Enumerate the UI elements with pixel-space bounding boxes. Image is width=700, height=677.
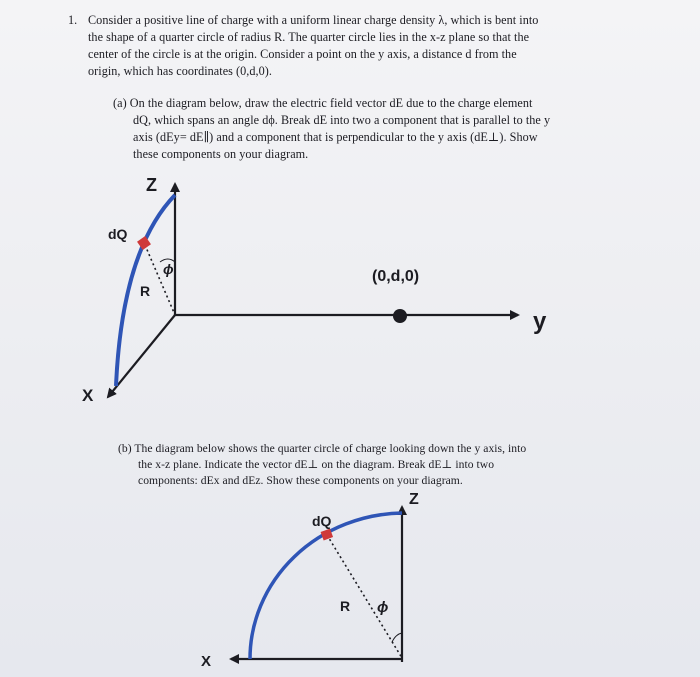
radius-line-a (145, 245, 175, 315)
part-a-line: (a) On the diagram below, draw the electric field vector dE due to the charge element (113, 96, 533, 110)
problem-number: 1. (68, 13, 78, 27)
r-label-b: R (340, 598, 351, 614)
diagram-a (82, 175, 547, 405)
phi-label-a: ϕ (163, 261, 174, 277)
intro-line: the shape of a quarter circle of radius R. The quarter circle lies in the x-z plane so that the (88, 30, 530, 44)
intro-line: origin, which has coordinates (0,d,0). (88, 64, 272, 78)
dq-label-b: dQ (312, 513, 332, 529)
z-label-a: Z (146, 175, 157, 195)
r-label-a: R (140, 283, 151, 299)
point-label: (0,d,0) (372, 268, 420, 285)
z-label-b: Z (409, 491, 419, 508)
radius-line-b (327, 535, 402, 658)
phi-label-b: ϕ (377, 599, 389, 616)
part-a-line: these components on your diagram. (133, 147, 309, 161)
part-b-line: the x-z plane. Indicate the vector dE⊥ on the diagram. Break dE⊥ into two (138, 458, 495, 471)
x-label-a: X (82, 386, 94, 405)
part-b-line: (b) The diagram below shows the quarter circle of charge looking down the y axis, into (118, 442, 527, 455)
intro-line: Consider a positive line of charge with a uniform linear charge density λ, which is bent into (88, 13, 539, 27)
y-label-a: y (533, 308, 547, 335)
charge-element-a (137, 236, 151, 250)
diagram-b (201, 491, 419, 670)
phi-arc-b (392, 633, 402, 642)
intro-line: center of the circle is at the origin. Consider a point on the y axis, a distance d from the (88, 47, 517, 61)
part-a-line: axis (dEy= dE∥) and a component that is perpendicular to the y axis (dE⊥). Show (133, 130, 538, 144)
x-label-b: X (201, 653, 212, 670)
point-on-y-axis (393, 309, 407, 323)
part-a-line: dQ, which spans an angle dϕ. Break dE into two a component that is parallel to the y (133, 113, 551, 127)
dq-label-a: dQ (108, 226, 128, 242)
part-b-line: components: dEx and dEz. Show these components on your diagram. (138, 474, 463, 487)
